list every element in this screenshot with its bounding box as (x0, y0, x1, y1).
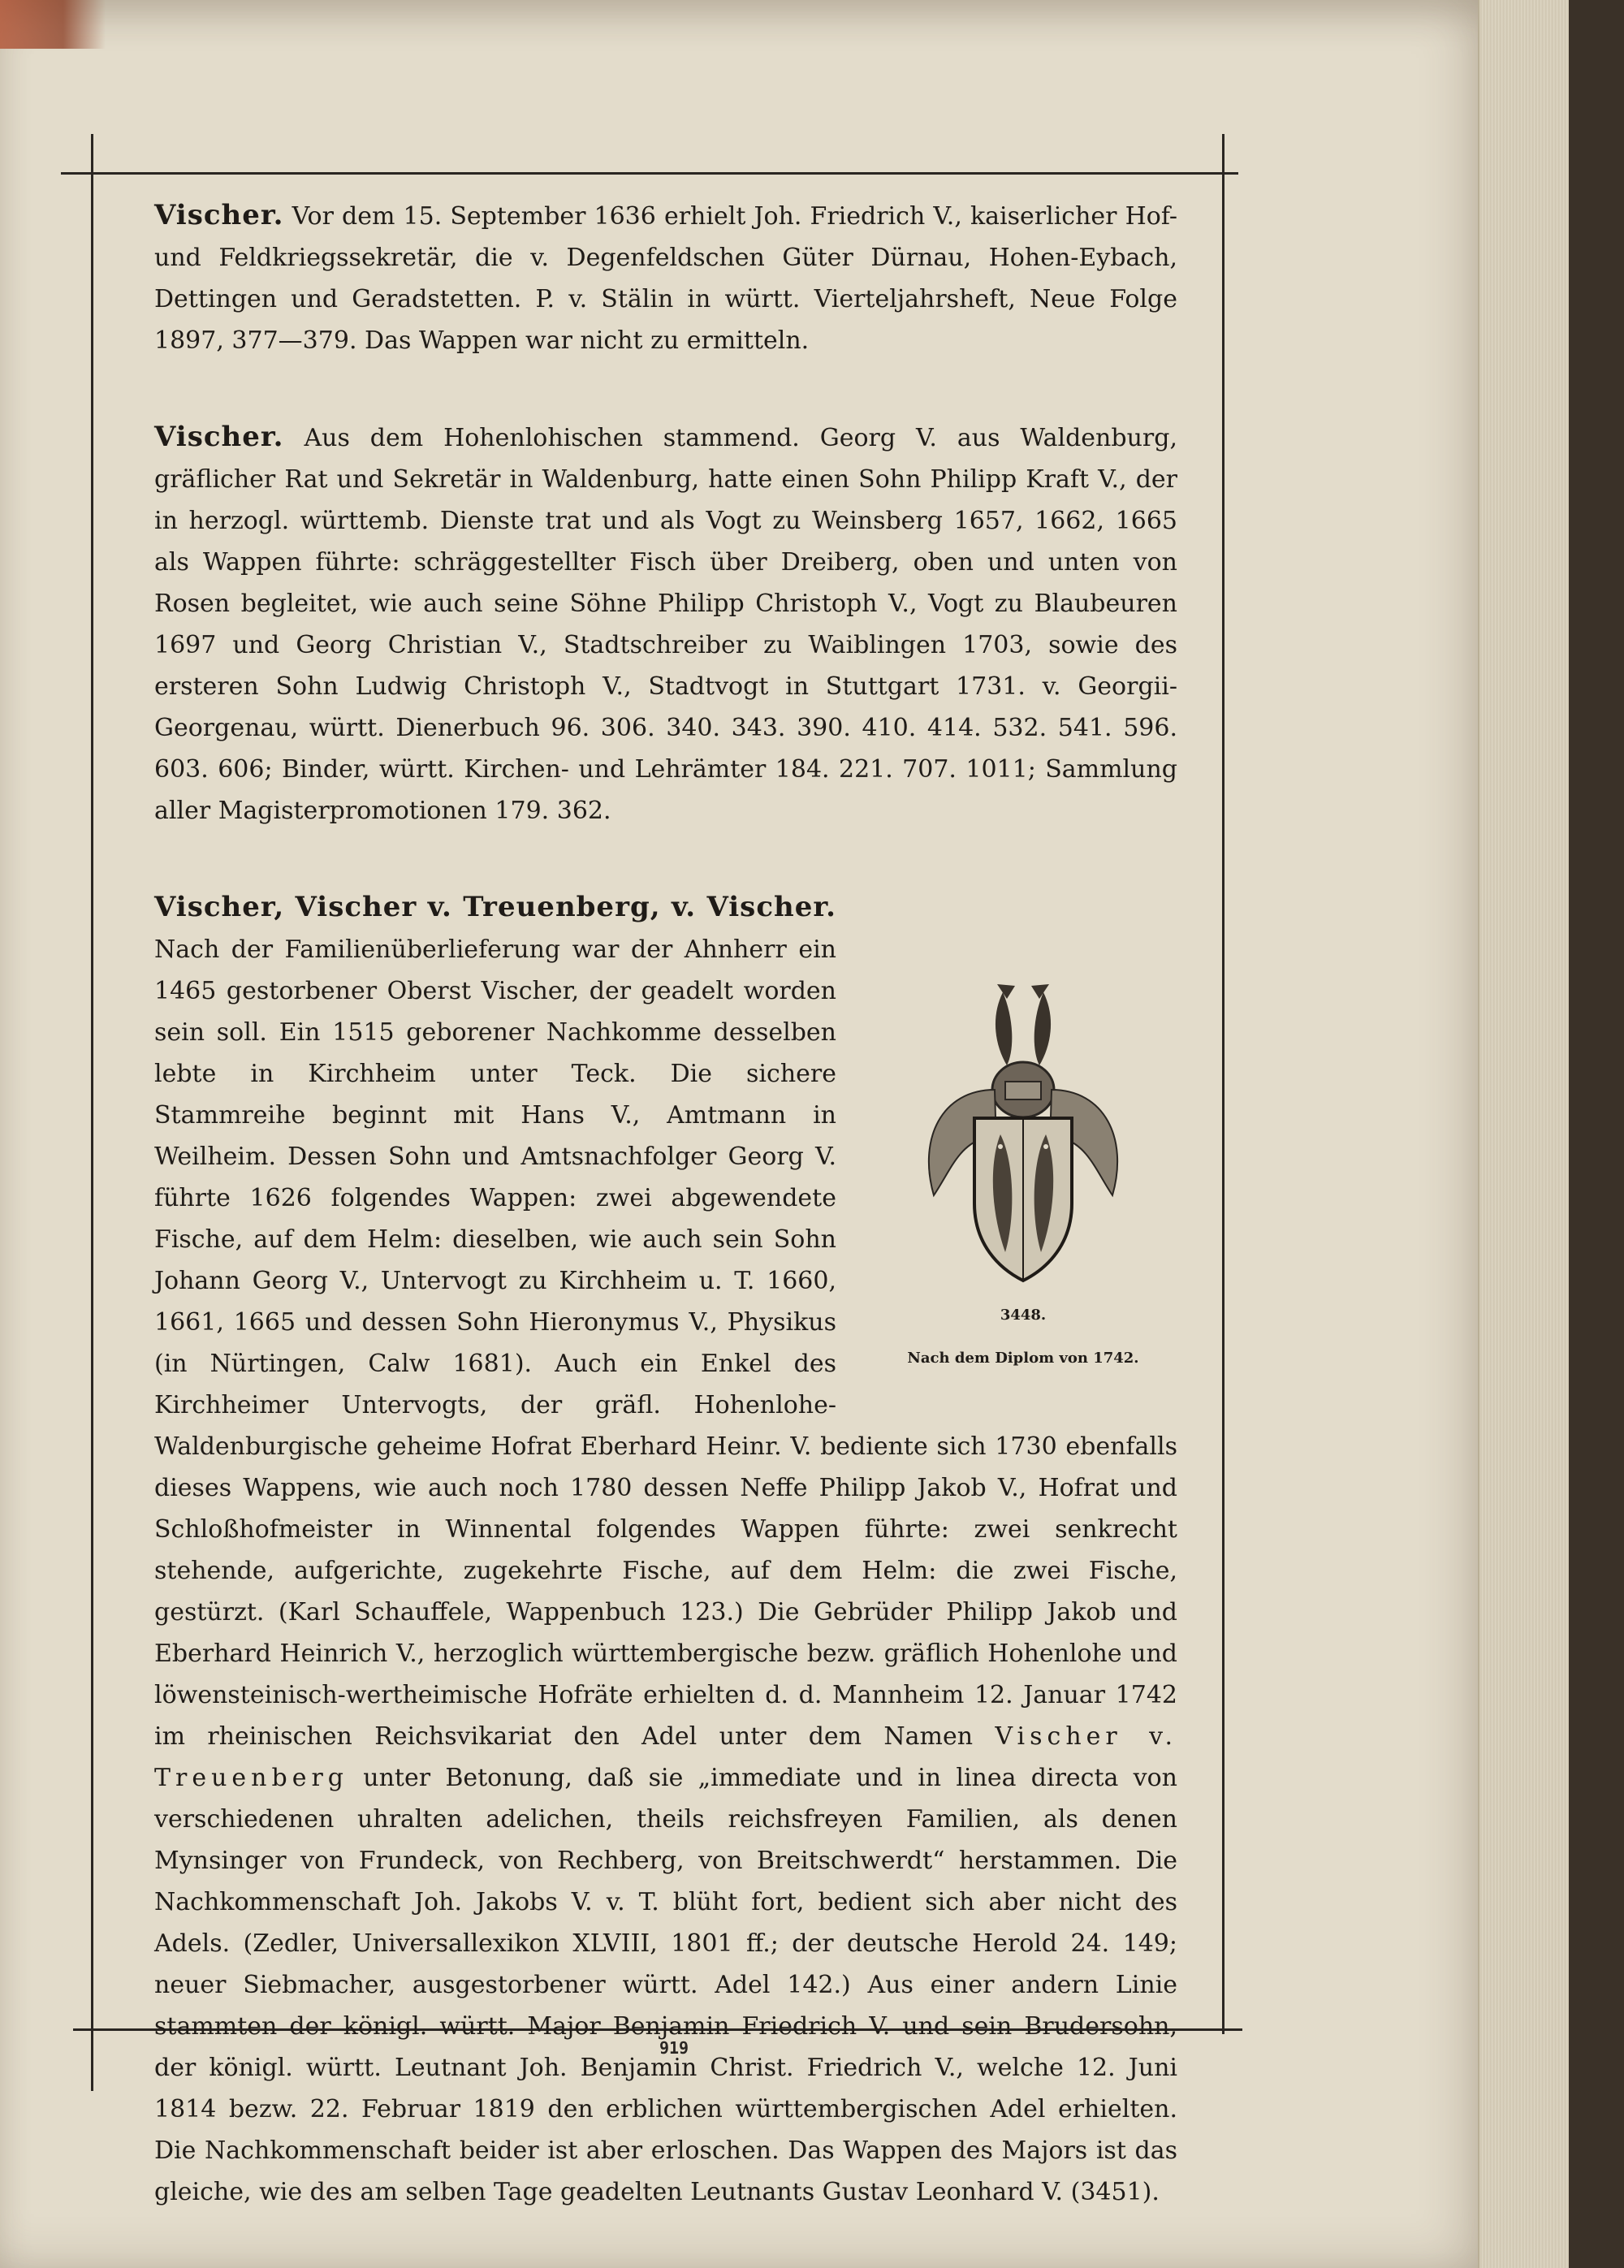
coat-of-arms-figure (869, 968, 1177, 1379)
entry-2-headword: Vischer. (154, 421, 284, 453)
entry-3-text-part1: Nach der Familienüberlieferung war der Ahnherr ein 1465 gestorbener Oberst Vischer, der geadelt worden sein soll. Ein 1515 geborener Nachkomme desselben lebte in Kirchheim unter Teck. Die sichere Stammreihe beginnt mit Hans V., Amtmann in Weilheim. Dessen Sohn und Amtsnachfolger Georg V. führte 1626 folgendes Wappen: zwei abgewendete Fische, auf dem Helm: dieselben, wie auch sein Sohn Johann Georg V., Untervogt zu Kirchheim u. T. 1660, 1661, 1665 und dessen Sohn Hieronymus V., Physikus (in Nürtingen, Calw 1681). Auch ein Enkel des Kirchheimer Untervogts, der gräfl. Hohenlohe-Waldenburgische geheime Hofrat Eberhard Heinr. V. bediente sich 1730 ebenfalls dieses Wappens, wie auch noch 1780 dessen Neffe Philipp Jakob V., Hofrat und Schloßhofmeister in Winnental folgendes Wappen führte: zwei senkrecht stehende, aufgerichte, zugekehrte Fische, auf dem Helm: die zwei Fische, gestürzt. (Karl Schauffele, Wappenbuch 123.) Die Gebrüder Philipp Jakob und Eberhard Heinrich V., herzoglich württembergische bezw. gräflich Hohenlohe und löwensteinisch-wertheimische Hofräte erhielten d. d. Mannheim 12. Januar 1742 im rheinischen Reichsvikariat den Adel unter dem Namen (154, 935, 1177, 1751)
coat-of-arms-illustration (893, 968, 1153, 1293)
entry-2 (154, 417, 1177, 832)
text-column (154, 195, 1177, 2268)
frame-right-rule (1222, 134, 1224, 2034)
entry-3-text-part2: unter Betonung, daß sie „immediate und in linea directa von verschiedenen uhralten adelichen, theils reichsfreyen Familien, als denen Mynsinger von Frundeck, von Rechberg, von Breitschwerdt“ herstammen. Die Nachkommenschaft Joh. Jakobs V. v. T. blüht fort, bedient sich aber nicht des Adels. (Zedler, Universallexikon XLVIII, 1801 ff.; der deutsche Herold 24. 149; neuer Siebmacher, ausgestorbener württ. Adel 142.) Aus einer andern Linie stammten der königl. württ. Major Benjamin Friedrich V. und sein Brudersohn, der königl. württ. Leutnant Joh. Benjamin Christ. Friedrich V., welche 12. Juni 1814 bezw. 22. Februar 1819 den erblichen württembergischen Adel erhielten. Die Nachkommenschaft beider ist aber erloschen. Das Wappen des Majors ist das gleiche, wie des am selben Tage geadelten Leutnants Gustav Leonhard V. (3451). (154, 1764, 1177, 2206)
entry-3-spaced-name: Vischer v. Treuenberg (154, 1722, 1177, 1792)
entry-1-text: Vor dem 15. September 1636 erhielt Joh. Friedrich V., kaiserlicher Hof- und Feldkriegssekretär, die v. Degenfeldschen Güter Dürnau, Hohen-Eybach, Dettingen und Geradstetten. P. v. Stälin in württ. Vierteljahrsheft, Neue Folge 1897, 377—379. Das Wappen war nicht zu ermitteln. (154, 202, 1177, 355)
entry-1 (154, 195, 1177, 361)
page-stack-edge (1478, 0, 1569, 2268)
entry-3-headword: Vischer, Vischer v. Treuenberg, v. Vischer. (154, 891, 836, 923)
frame-top-rule (61, 172, 1238, 175)
figure-caption: Nach dem Diplom von 1742. (907, 1350, 1139, 1367)
frame-left-rule (91, 134, 93, 2091)
entry-3 (154, 887, 1177, 2213)
page-number: 919 (659, 2038, 689, 2058)
entry-2-text: Aus dem Hohenlohischen stammend. Georg V. aus Waldenburg, gräflicher Rat und Sekretär in Waldenburg, hatte einen Sohn Philipp Kraft V., der in herzogl. württemb. Dienste trat und als Vogt zu Weinsberg 1657, 1662, 1665 als Wappen führte: schräggestellter Fisch über Dreiberg, oben und unten von Rosen begleitet, wie auch seine Söhne Philipp Christoph V., Vogt zu Blaubeuren 1697 und Georg Christian V., Stadtschreiber zu Waiblingen 1703, sowie des ersteren Sohn Ludwig Christoph V., Stadtvogt in Stuttgart 1731. v. Georgii-Georgenau, württ. Dienerbuch 96. 306. 340. 343. 390. 410. 414. 532. 541. 596. 603. 606; Binder, württ. Kirchen- und Lehrämter 184. 221. 707. 1011; Sammlung aller Magisterpromotionen 179. 362. (154, 424, 1177, 825)
figure-number: 3448. (1000, 1307, 1047, 1324)
binding-strip (0, 0, 106, 49)
entry-1-headword: Vischer. (154, 199, 284, 231)
